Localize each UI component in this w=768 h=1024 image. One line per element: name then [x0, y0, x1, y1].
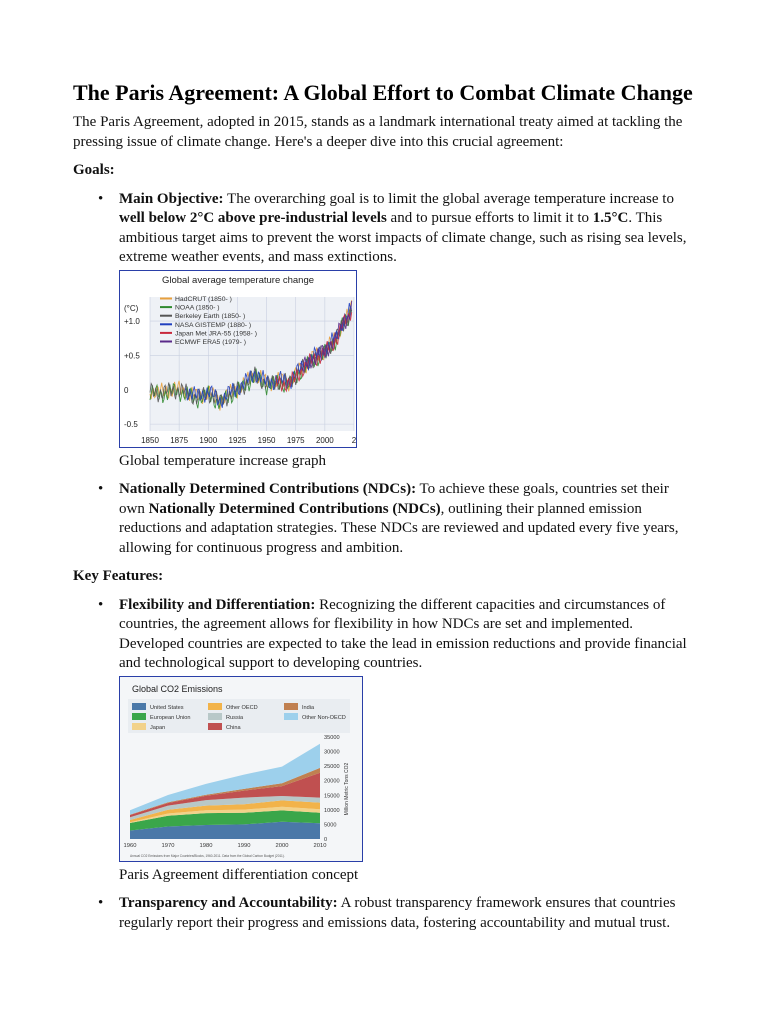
y-tick-label: 0 — [324, 836, 328, 843]
list-item-flexibility — [73, 596, 695, 674]
legend-swatch — [284, 703, 298, 710]
chart-source-note: Annual CO2 Emissions from Major Countries/Blocks, 1960-2011. Data from the Global Carbon Budget (2011). — [130, 853, 285, 858]
legend-label: Berkeley Earth (1850- ) — [175, 312, 246, 320]
list-item-ndcs — [73, 480, 695, 558]
y-axis-label: (°C) — [124, 303, 139, 313]
legend-label: NASA GISTEMP (1880- ) — [175, 321, 252, 329]
page-title: The Paris Agreement: A Global Effort to Combat Climate Change — [73, 80, 693, 105]
key-features-heading: Key Features: — [73, 568, 164, 584]
chart-title: Global average temperature change — [161, 274, 315, 286]
main-objective-text-3: . This ambitious target aims to prevent the worst impacts of climate change, such as rising sea levels, extreme weather events, and mass extinctions. — [119, 210, 687, 265]
x-tick-label: 1970 — [161, 842, 175, 849]
legend-swatch — [284, 713, 298, 720]
x-tick-label: 1980 — [199, 842, 213, 849]
legend-swatch — [208, 713, 222, 720]
temperature-chart — [119, 270, 357, 448]
document-page — [73, 80, 695, 933]
y-tick-label: -0.5 — [124, 419, 138, 429]
y-tick-label: 0 — [124, 385, 129, 395]
emissions-figure-caption: Paris Agreement differentiation concept — [119, 866, 359, 883]
transparency-text: A robust transparency framework ensures that countries regularly report their progress and emissions data, fostering accountability and mutual trust. — [119, 895, 676, 931]
features-list-2 — [73, 894, 695, 933]
x-tick-label: 1950 — [257, 435, 276, 445]
x-tick-label: 1850 — [141, 435, 159, 445]
legend-swatch — [132, 713, 146, 720]
legend-label: Other OECD — [226, 704, 258, 711]
list-item-transparency — [73, 894, 695, 933]
flexibility-text: Recognizing the different capacities and circumstances of countries, the agreement allows for flexibility in how NDCs are set and implemented. Developed countries are expected to take the lead in emission reductions and provide financial and technological support to developing countries. — [119, 596, 687, 671]
y-tick-label: 30000 — [324, 749, 340, 756]
y-tick-label: 20000 — [324, 778, 340, 785]
y-tick-label: 25000 — [324, 763, 340, 770]
main-objective-text: The overarching goal is to limit the global average temperature increase to — [223, 190, 674, 207]
ndcs-label: Nationally Determined Contributions (NDCs): — [119, 481, 417, 497]
ndcs-bold: Nationally Determined Contributions (NDCs) — [148, 500, 441, 517]
legend-label: India — [302, 704, 315, 711]
x-tick-label: 2000 — [275, 842, 289, 849]
x-tick-label: 2000 — [315, 435, 334, 445]
x-tick-label: 1925 — [228, 435, 247, 445]
temperature-figure — [119, 270, 695, 472]
temperature-figure-caption: Global temperature increase graph — [119, 452, 326, 469]
emissions-figure — [119, 676, 695, 886]
legend-swatch — [208, 703, 222, 710]
main-objective-bold-15c: 1.5°C — [592, 210, 629, 226]
legend-label: HadCRUT (1850- ) — [175, 295, 232, 303]
y-axis-label: Million Metric Tons CO2 — [344, 762, 350, 815]
legend-label: ECMWF ERA5 (1979- ) — [175, 338, 247, 346]
legend-swatch — [132, 703, 146, 710]
legend-label: Other Non-OECD — [302, 714, 346, 721]
x-tick-label: 2 — [351, 435, 357, 445]
x-tick-label: 1975 — [286, 435, 305, 445]
legend-label: Japan Met JRA-55 (1958- ) — [175, 329, 257, 337]
legend-label: European Union — [150, 714, 191, 721]
chart-title: Global CO2 Emissions — [132, 683, 223, 694]
x-tick-label: 1990 — [237, 842, 251, 849]
emissions-chart — [119, 676, 363, 862]
legend-label: Russia — [226, 714, 244, 721]
legend-swatch — [132, 723, 146, 730]
y-tick-label: 5000 — [324, 821, 337, 828]
transparency-label: Transparency and Accountability: — [119, 895, 338, 911]
goals-list — [73, 190, 695, 268]
y-tick-label: 10000 — [324, 807, 340, 814]
main-objective-bold-2c: well below 2°C above pre-industrial levels — [119, 210, 387, 226]
main-objective-text-2: and to pursue efforts to limit it to — [386, 210, 593, 226]
y-tick-label: +0.5 — [124, 350, 140, 360]
legend-label: United States — [150, 704, 184, 711]
y-tick-label: 15000 — [324, 792, 340, 799]
ndcs-text: To achieve these goals, countries set their own — [119, 481, 669, 517]
x-tick-label: 1960 — [123, 842, 137, 849]
y-tick-label: 35000 — [324, 734, 340, 741]
goals-list-2 — [73, 480, 695, 558]
list-item-main-objective — [73, 190, 695, 268]
intro-paragraph: The Paris Agreement, adopted in 2015, stands as a landmark international treaty aimed at tackling the pressing issue of climate change. Here's a deeper dive into this crucial agreement: — [73, 114, 683, 150]
legend-label: Japan — [150, 724, 166, 731]
x-tick-label: 1900 — [199, 435, 218, 445]
main-objective-label: Main Objective: — [119, 190, 224, 207]
features-list — [73, 596, 695, 674]
legend-swatch — [208, 723, 222, 730]
goals-heading: Goals: — [73, 162, 115, 178]
y-tick-label: +1.0 — [124, 316, 140, 326]
legend-label: NOAA (1850- ) — [175, 304, 220, 312]
x-tick-label: 1875 — [170, 435, 189, 445]
legend-label: China — [226, 724, 241, 731]
x-tick-label: 2010 — [313, 842, 327, 849]
ndcs-text-2: , outlining their planned emission reductions and adaptation strategies. These NDCs are reviewed and updated every five years, allowing for continuous progress and ambition. — [119, 500, 679, 556]
flexibility-label: Flexibility and Differentiation: — [119, 596, 316, 613]
